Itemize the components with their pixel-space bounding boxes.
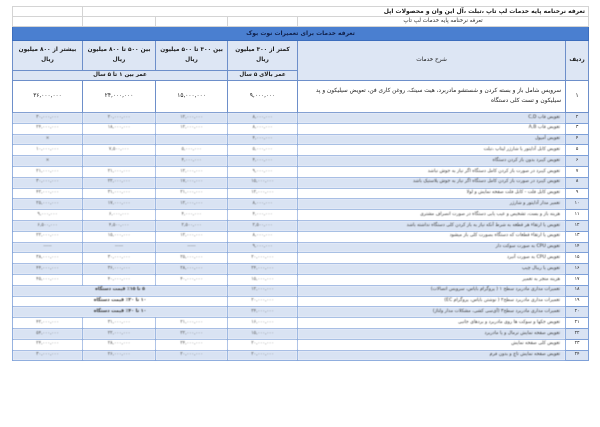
price-cell: ۱۲,۰۰۰,۰۰۰ [228, 285, 298, 296]
section-header: تعرفه خدمات برای تعمیرات نوت بوک [13, 27, 589, 41]
age-over-5: عمر بالای ۵ سال [228, 71, 298, 81]
price-cell: ۴,۰۰۰,۰۰۰ [228, 134, 298, 145]
table-row [13, 318, 589, 329]
row-description: تعمیرات مداری مادربرد سطح ۱ ( پروگرام بایاس، سرویس اتصالات) [298, 285, 566, 296]
price-cell: ۱۲,۰۰۰,۰۰۰ [156, 231, 228, 242]
price-cell: ۲۴,۰۰۰,۰۰۰ [13, 123, 83, 134]
row-description: تعویض CPU به صورت سوکت دار [298, 242, 566, 253]
price-cell: ۳۸,۰۰۰,۰۰۰ [13, 253, 83, 264]
table-row [13, 177, 589, 188]
tier-4-unit: ریال [41, 56, 54, 63]
row-description: تعویض صفحه نمایش تاچ و بدون فرم [298, 350, 566, 361]
row-description: تعویض یا ارتقاء قطعات که دستگاه بصورت کلی باز میشود [298, 231, 566, 242]
price-cell: ۱۸,۰۰۰,۰۰۰ [83, 123, 156, 134]
empty-cell [156, 17, 228, 27]
price-cell: ۸,۰۰۰,۰۰۰ [228, 231, 298, 242]
price-cell [83, 134, 156, 145]
merged-price-cell: ۵ تا ۱۵٪ قیمت دستگاه [13, 285, 228, 296]
price-cell: ۳۰,۰۰۰,۰۰۰ [83, 253, 156, 264]
row-number: ۱۰ [566, 199, 589, 210]
price-cell: ۷,۵۰۰,۰۰۰ [83, 145, 156, 156]
row-number: ۹ [566, 188, 589, 199]
price-cell: ۳۰,۰۰۰,۰۰۰ [13, 113, 83, 124]
tier-1-unit: ریال [256, 56, 269, 63]
row-number: ۲۴ [566, 350, 589, 361]
price-cell: × [13, 134, 83, 145]
price-cell: ۲۲,۰۰۰,۰۰۰ [83, 177, 156, 188]
row-description: تعویض کیبرد بدون باز کردن دستگاه [298, 156, 566, 167]
price-cell: ۲۱,۰۰۰,۰۰۰ [83, 166, 156, 177]
price-cell: ۴,۰۰۰,۰۰۰ [156, 210, 228, 221]
empty-cell [228, 17, 298, 27]
sheet-title: تعرفه نرخنامه پایه خدمات لپ تاپ ،تبلت ،آل این وان و محصولات اپل [83, 7, 589, 17]
price-cell: ۲,۵۰۰,۰۰۰ [228, 220, 298, 231]
row-description: تعویض کیبرد در صورت باز کردن کامل دستگاه اگر نیاز به جوش پلاستیک باشد [298, 177, 566, 188]
row-description: هزینه باز و بست، تشخیص و عیب یابی دستگاه در صورت انصراف مشتری [298, 210, 566, 221]
row-description: هزینه منجر به تعمیر [298, 274, 566, 285]
price-cell: ۳۱,۰۰۰,۰۰۰ [83, 318, 156, 329]
price-cell: ۲۰,۰۰۰,۰۰۰ [228, 350, 298, 361]
price-cell: ۵,۰۰۰,۰۰۰ [156, 145, 228, 156]
price-cell: ۹,۰۰۰,۰۰۰ [13, 210, 83, 221]
table-row [13, 145, 589, 156]
price-cell: ۱۷,۰۰۰,۰۰۰ [156, 177, 228, 188]
price-cell: ۴,۵۰۰,۰۰۰ [83, 220, 156, 231]
price-cell: ۸,۰۰۰,۰۰۰ [228, 199, 298, 210]
price-cell: ۳۶,۰۰۰,۰۰۰ [83, 264, 156, 275]
empty-cell [13, 7, 83, 17]
price-cell: ۴۲,۰۰۰,۰۰۰ [13, 188, 83, 199]
header-radif: ردیف [566, 41, 589, 81]
table-row [13, 264, 589, 275]
table-row [13, 166, 589, 177]
header-tier-4 [13, 41, 83, 71]
row-description: تعویض یا ریبال چیپ [298, 264, 566, 275]
price-cell: ۱۲,۰۰۰,۰۰۰ [156, 113, 228, 124]
table-row [13, 328, 589, 339]
row-description: تعویض آمپول [298, 134, 566, 145]
table-row [13, 253, 589, 264]
table-row [13, 307, 589, 318]
price-cell: ۱۲,۰۰۰,۰۰۰ [228, 188, 298, 199]
sheet-subtitle: تعرفه نرخنامه پایه خدمات لپ تاپ [298, 17, 589, 27]
empty-cell [83, 17, 156, 27]
row-number: ۲۱ [566, 318, 589, 329]
price-cell: ۲۰,۰۰۰,۰۰۰ [156, 350, 228, 361]
price-cell: ۴۵,۰۰۰,۰۰۰ [13, 274, 83, 285]
row-number: ۱۶ [566, 264, 589, 275]
table-row [13, 81, 589, 113]
row-number: ۶ [566, 156, 589, 167]
row-number: ۵ [566, 145, 589, 156]
price-cell: ۴۴,۰۰۰,۰۰۰ [13, 264, 83, 275]
price-cell: ۱۵,۰۰۰,۰۰۰ [156, 81, 228, 113]
price-cell: ۱۶,۰۰۰,۰۰۰ [228, 318, 298, 329]
tier-3-unit: ریال [112, 56, 126, 63]
row-number: ۱۳ [566, 231, 589, 242]
table-row [13, 296, 589, 307]
price-cell: ۸,۰۰۰,۰۰۰ [228, 113, 298, 124]
row-number: ۲ [566, 113, 589, 124]
row-number: ۳ [566, 123, 589, 134]
row-number: ۷ [566, 166, 589, 177]
price-cell: ۲۰,۰۰۰,۰۰۰ [228, 339, 298, 350]
row-number: ۱ [566, 81, 589, 113]
row-description: تعویض کلی صفحه نمایش [298, 339, 566, 350]
table-row [13, 220, 589, 231]
row-number: ۴ [566, 134, 589, 145]
price-cell: ۲۲,۰۰۰,۰۰۰ [156, 328, 228, 339]
row-description: سرویس شامل باز و بسته کردن و شستشو مادربرد، هیت سینک، روغن کاری فن، تعویض سیلیکون و پد سیلیکون و تست کلی دستگاه [298, 81, 566, 113]
price-cell: ۱۲,۰۰۰,۰۰۰ [156, 123, 228, 134]
tier-2-label: بین ۳۰۰ تا ۵۰۰ میلیون [160, 47, 223, 54]
table-row [13, 134, 589, 145]
price-cell: ۳۰,۰۰۰,۰۰۰ [13, 350, 83, 361]
row-number: ۱۸ [566, 285, 589, 296]
price-cell: ۲۴,۰۰۰,۰۰۰ [156, 339, 228, 350]
row-description: تعویض قاب C,D [298, 113, 566, 124]
table-row [13, 350, 589, 361]
price-cell: ۹,۰۰۰,۰۰۰ [228, 81, 298, 113]
price-cell: ۱۵,۰۰۰,۰۰۰ [228, 328, 298, 339]
table-row [13, 156, 589, 167]
price-cell: ۲۰,۰۰۰,۰۰۰ [228, 296, 298, 307]
row-number: ۱۱ [566, 210, 589, 221]
section-header-row [13, 27, 589, 41]
row-number: ۲۲ [566, 328, 589, 339]
row-number: ۱۵ [566, 253, 589, 264]
price-cell [83, 156, 156, 167]
price-cell: ۱۵,۰۰۰,۰۰۰ [228, 177, 298, 188]
merged-price-cell: ۱۰ تا ۲۰٪ قیمت دستگاه [13, 296, 228, 307]
row-description: تعویض یا ارتقاء هر قطعه به شرط آنکه نیاز به باز کردن کلی دستگاه نداشته باشد [298, 220, 566, 231]
row-number: ۱۷ [566, 274, 589, 285]
price-cell: ۴۲,۰۰۰,۰۰۰ [13, 318, 83, 329]
price-cell: ۴,۰۰۰,۰۰۰ [228, 156, 298, 167]
price-cell: ۳۱,۰۰۰,۰۰۰ [83, 188, 156, 199]
row-number: ۱۴ [566, 242, 589, 253]
price-cell: ۲۸,۰۰۰,۰۰۰ [83, 339, 156, 350]
table-row [13, 199, 589, 210]
price-cell: ۲۶,۰۰۰,۰۰۰ [83, 350, 156, 361]
header-description: شرح خدمات [298, 41, 566, 81]
price-cell: ۴,۰۰۰,۰۰۰ [156, 156, 228, 167]
row-description: تعویض کیبرد در صورت باز کردن کامل دستگاه اگر نیاز به جوش نباشد [298, 166, 566, 177]
table-row [13, 210, 589, 221]
price-cell: ۴۰,۰۰۰,۰۰۰ [156, 274, 228, 285]
price-cell: ۲۱,۰۰۰,۰۰۰ [156, 188, 228, 199]
price-cell: ۲۴,۰۰۰,۰۰۰ [228, 307, 298, 318]
merged-price-cell: ۱۰ تا ۴۰٪ قیمت دستگاه [13, 307, 228, 318]
price-cell: ۲۰,۰۰۰,۰۰۰ [83, 113, 156, 124]
table-row [13, 113, 589, 124]
price-list-sheet [12, 6, 588, 361]
tier-3-label: بین ۵۰۰ تا ۸۰۰ میلیون [87, 47, 151, 54]
price-cell: ۲۲,۰۰۰,۰۰۰ [83, 328, 156, 339]
price-cell [156, 134, 228, 145]
price-cell: ۲۲,۰۰۰,۰۰۰ [13, 231, 83, 242]
row-number: ۸ [566, 177, 589, 188]
price-cell: ۳۶,۰۰۰,۰۰۰ [13, 81, 83, 113]
table-row [13, 123, 589, 134]
price-cell: ----- [83, 242, 156, 253]
price-cell: ۹,۰۰۰,۰۰۰ [228, 242, 298, 253]
price-cell: × [13, 156, 83, 167]
table-row [13, 285, 589, 296]
price-cell: ۲۴,۰۰۰,۰۰۰ [13, 339, 83, 350]
price-cell: ۸,۰۰۰,۰۰۰ [228, 123, 298, 134]
price-cell: ۲۱,۰۰۰,۰۰۰ [13, 166, 83, 177]
row-description: تعویض جکها و سوکت ها روی مادربرد و بردهای جانبی [298, 318, 566, 329]
empty-cell [13, 17, 83, 27]
price-cell: ----- [156, 242, 228, 253]
row-description: تعویض کابل فلت - کابل فلت صفحه نمایش و لولا [298, 188, 566, 199]
price-cell: ۶,۰۰۰,۰۰۰ [83, 210, 156, 221]
price-cell: ۹,۰۰۰,۰۰۰ [228, 166, 298, 177]
age-1-to-5: عمر بین ۱ تا ۵ سال [13, 71, 228, 81]
price-cell: ----- [13, 242, 83, 253]
row-description: تعویض کابل آداپتور یا شارژر لپتاپ ،تبلت [298, 145, 566, 156]
price-cell: ۲۴,۰۰۰,۰۰۰ [228, 264, 298, 275]
header-tier-2 [156, 41, 228, 71]
price-cell: ۱۷,۰۰۰,۰۰۰ [83, 199, 156, 210]
price-table [12, 6, 589, 361]
price-cell: ۵,۰۰۰,۰۰۰ [228, 145, 298, 156]
price-cell: ۱۵,۰۰۰,۰۰۰ [83, 231, 156, 242]
subtitle-row [13, 17, 589, 27]
table-row [13, 231, 589, 242]
header-tier-1 [228, 41, 298, 71]
row-number: ۲۳ [566, 339, 589, 350]
price-cell: ۲,۵۰۰,۰۰۰ [156, 220, 228, 231]
price-cell: ۲۵,۰۰۰,۰۰۰ [13, 199, 83, 210]
tier-4-label: بیشتر از ۸۰۰ میلیون [18, 47, 77, 54]
tier-1-label: کمتر از ۳۰۰ میلیون [235, 47, 290, 54]
price-cell: ۱۰,۰۰۰,۰۰۰ [13, 145, 83, 156]
table-row [13, 242, 589, 253]
price-cell: ۶,۵۰۰,۰۰۰ [13, 220, 83, 231]
price-cell: ۲۵,۰۰۰,۰۰۰ [156, 253, 228, 264]
table-row [13, 339, 589, 350]
column-header-row [13, 41, 589, 71]
price-cell: ۵۴,۰۰۰,۰۰۰ [13, 328, 83, 339]
tier-2-unit: ریال [185, 56, 198, 63]
table-row [13, 188, 589, 199]
price-cell: ۴۰,۰۰۰,۰۰۰ [83, 274, 156, 285]
price-cell: ۱۲,۰۰۰,۰۰۰ [156, 199, 228, 210]
row-description: تعمیر مدار آداپتور و شارژر [298, 199, 566, 210]
header-tier-3 [83, 41, 156, 71]
row-description: تعمیرات مداری مادربرد سطح۲ ( نوشتن بایاس، پروگرام EC) [298, 296, 566, 307]
price-cell: ۱۵,۰۰۰,۰۰۰ [228, 274, 298, 285]
price-cell: ۲۸,۰۰۰,۰۰۰ [156, 264, 228, 275]
price-cell: ۴,۰۰۰,۰۰۰ [228, 210, 298, 221]
row-description: تعویض صفحه نمایش نرمال و یا مادربرد [298, 328, 566, 339]
table-row [13, 274, 589, 285]
price-cell: ۲۱,۰۰۰,۰۰۰ [156, 318, 228, 329]
price-cell: ۳۰,۰۰۰,۰۰۰ [13, 177, 83, 188]
title-row [13, 7, 589, 17]
row-number: ۲۰ [566, 307, 589, 318]
row-description: تعویض قاب A,B [298, 123, 566, 134]
row-number: ۱۹ [566, 296, 589, 307]
price-cell: ۲۰,۰۰۰,۰۰۰ [228, 253, 298, 264]
row-description: تعمیرات مداری مادربرد سطح۳ (آی‌سی کشی، مشکلات مدار ولتاژ) [298, 307, 566, 318]
row-description: تعویض CPU به صورت آنبرد [298, 253, 566, 264]
row-number: ۱۲ [566, 220, 589, 231]
price-cell: ۱۲,۰۰۰,۰۰۰ [156, 166, 228, 177]
price-cell: ۲۴,۰۰۰,۰۰۰ [83, 81, 156, 113]
